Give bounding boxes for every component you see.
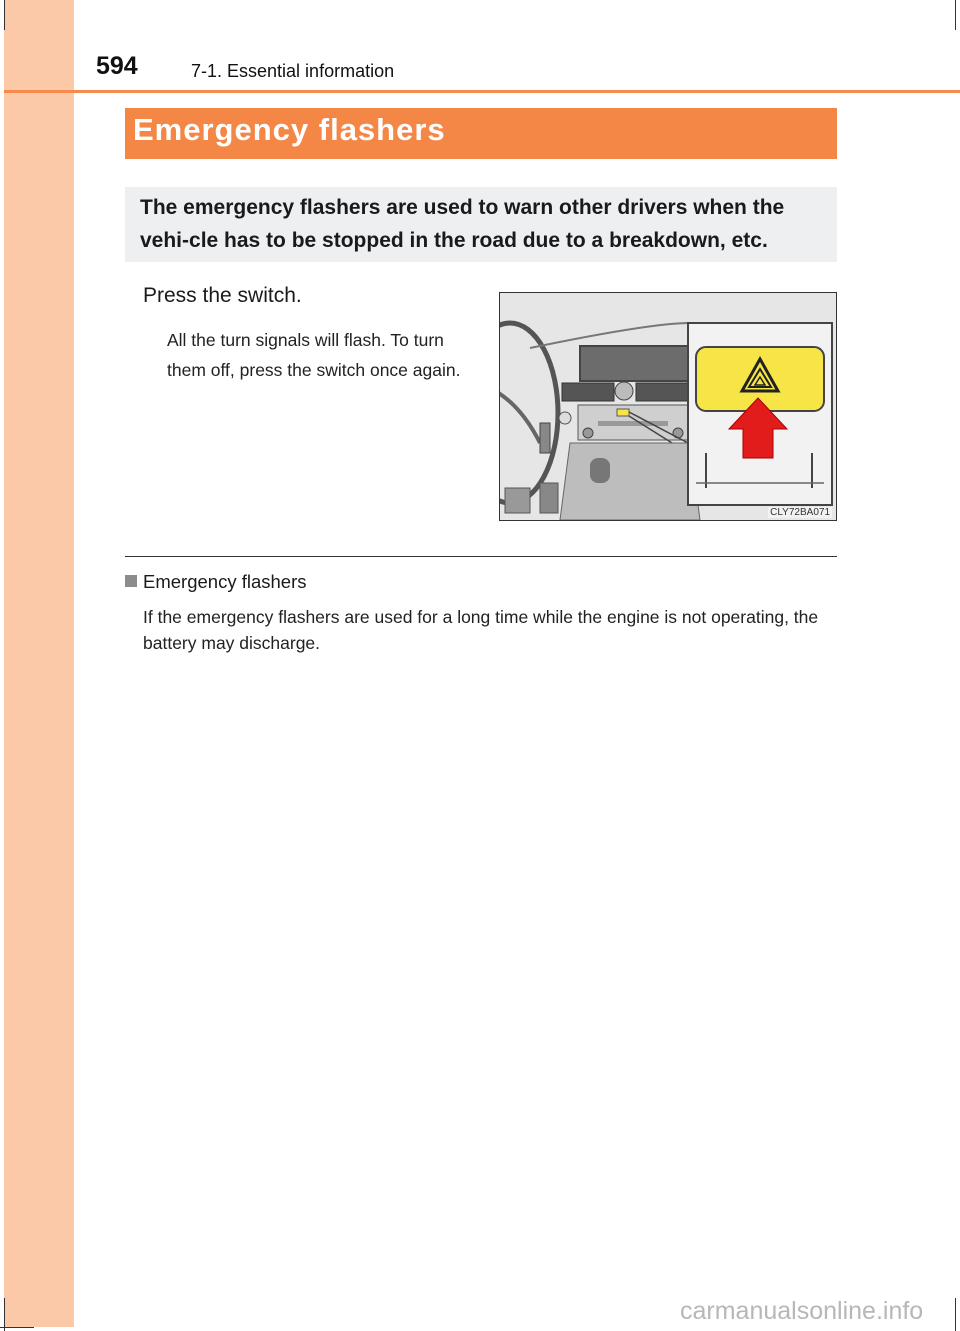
section-title: 7-1. Essential information [191,61,395,81]
dashboard-drawing [500,293,836,520]
step-detail: All the turn signals will flash. To turn them off, press the switch once again. [167,330,461,380]
intro-text: The emergency flashers are used to warn other drivers when the vehi-cle has to be stopped in the road due to a breakdown, etc. [140,196,785,252]
crop-mark [4,0,5,30]
side-color-strip [4,0,74,1327]
dashboard-illustration [499,292,837,521]
note-heading [125,571,306,593]
note-body: If the emergency flashers are used for a long time while the engine is not operating, the battery may discharge. [143,607,819,653]
illustration-code: CLY72BA071 [770,507,830,518]
crop-mark [955,0,956,30]
crop-mark [955,1298,956,1331]
watermark: carmanualsonline.info [680,1297,924,1325]
intro-box [125,187,837,262]
note-heading-text: Emergency flashers [143,571,307,592]
page-title: Emergency flashers [125,108,837,159]
page-number: 594 [96,52,138,80]
header-rule [4,90,960,93]
crop-mark [0,1327,34,1328]
section-divider [125,556,837,557]
square-bullet-icon [125,575,137,587]
step-instruction: Press the switch. [143,284,302,307]
